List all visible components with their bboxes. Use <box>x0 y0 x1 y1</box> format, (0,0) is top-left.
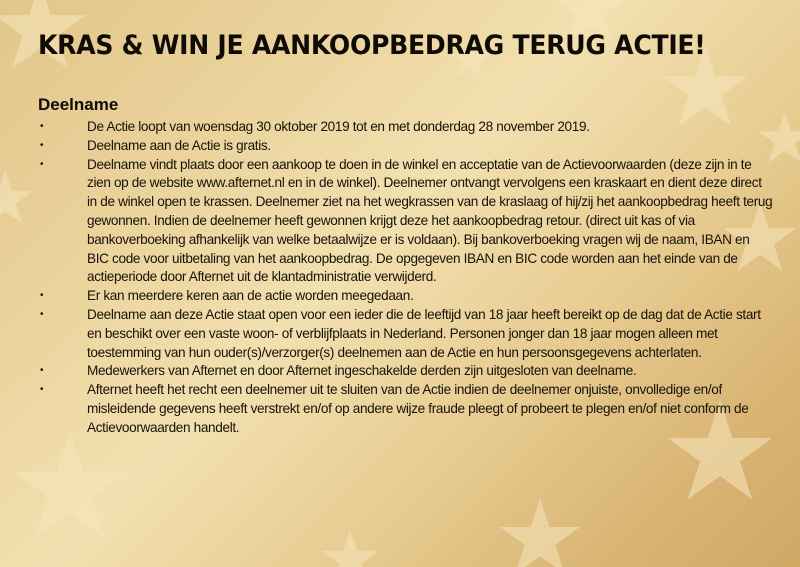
bullet-icon: • <box>40 365 44 377</box>
bullet-icon: • <box>40 158 44 170</box>
section-heading: Deelname <box>38 95 119 114</box>
rule-text: Medewerkers van Afternet en door Afternet ingeschakelde derden zijn uitgesloten van deelname. <box>87 363 637 379</box>
list-item <box>38 306 773 362</box>
rule-text: Er kan meerdere keren aan de actie worden meegedaan. <box>87 288 414 304</box>
bullet-icon: • <box>40 139 44 151</box>
page-title: KRAS & WIN JE AANKOOPBEDRAG TERUG ACTIE! <box>38 30 706 61</box>
rule-text: De Actie loopt van woensdag 30 oktober 2019 tot en met donderdag 28 november 2019. <box>87 119 590 134</box>
list-item <box>38 156 773 288</box>
rule-text: Afternet heeft het recht een deelnemer uit te sluiten van de Actie indien de deelnemer onjuiste, onvolledige en/of misleidende gegevens heeft verstrekt en/of op andere wijze fraude pleegt of probeert te plegen en/of niet conform de Actievoorwaarden handelt. <box>87 382 749 435</box>
list-item <box>38 287 773 306</box>
bullet-icon: • <box>40 121 44 132</box>
bullet-icon: • <box>40 384 44 396</box>
list-item <box>38 362 773 381</box>
rules-list <box>38 118 773 438</box>
rule-text: Deelname aan deze Actie staat open voor een ieder die de leeftijd van 18 jaar heeft bereikt op de dag dat de Actie start en beschikt over een vaste woon- of verblijfplaats in Nederland. Personen jonger dan 18 jaar mogen alleen met toestemming van hun ouder(s)/verzorger(s) deelnemen aan de Actie en hun persoonsgegevens achterlaten. <box>87 306 761 360</box>
bullet-icon: • <box>40 308 44 320</box>
rule-text: Deelname aan de Actie is gratis. <box>87 137 271 153</box>
rule-text: Deelname vindt plaats door een aankoop te doen in de winkel en acceptatie van de Actievoorwaarden (deze zijn in te zien op de website www.afternet.nl en in de winkel). Deelnemer ontvangt vervolgens een kraskaart en dient deze direct in de winkel open te krassen. Deelnemer ziet na het wegkrassen van de kraslaag of hij/zij het aankoopbedrag heeft terug gewonnen. Indien de deelnemer heeft gewonnen krijgt deze het aankoopbedrag retour. (direct uit kas of via bankoverboeking afhankelijk van welke betaalwijze er is voldaan). Bij bankoverboeking vragen wij de naam, IBAN en BIC code voor uitbetaling van het aankoopbedrag. De opgegeven IBAN en BIC code worden aan het einde van de actieperiode door Afternet uit de klantadministratie verwijderd. <box>87 156 773 285</box>
bullet-icon: • <box>40 290 44 302</box>
list-item <box>38 118 773 137</box>
list-item <box>38 381 773 437</box>
list-item <box>38 137 773 156</box>
